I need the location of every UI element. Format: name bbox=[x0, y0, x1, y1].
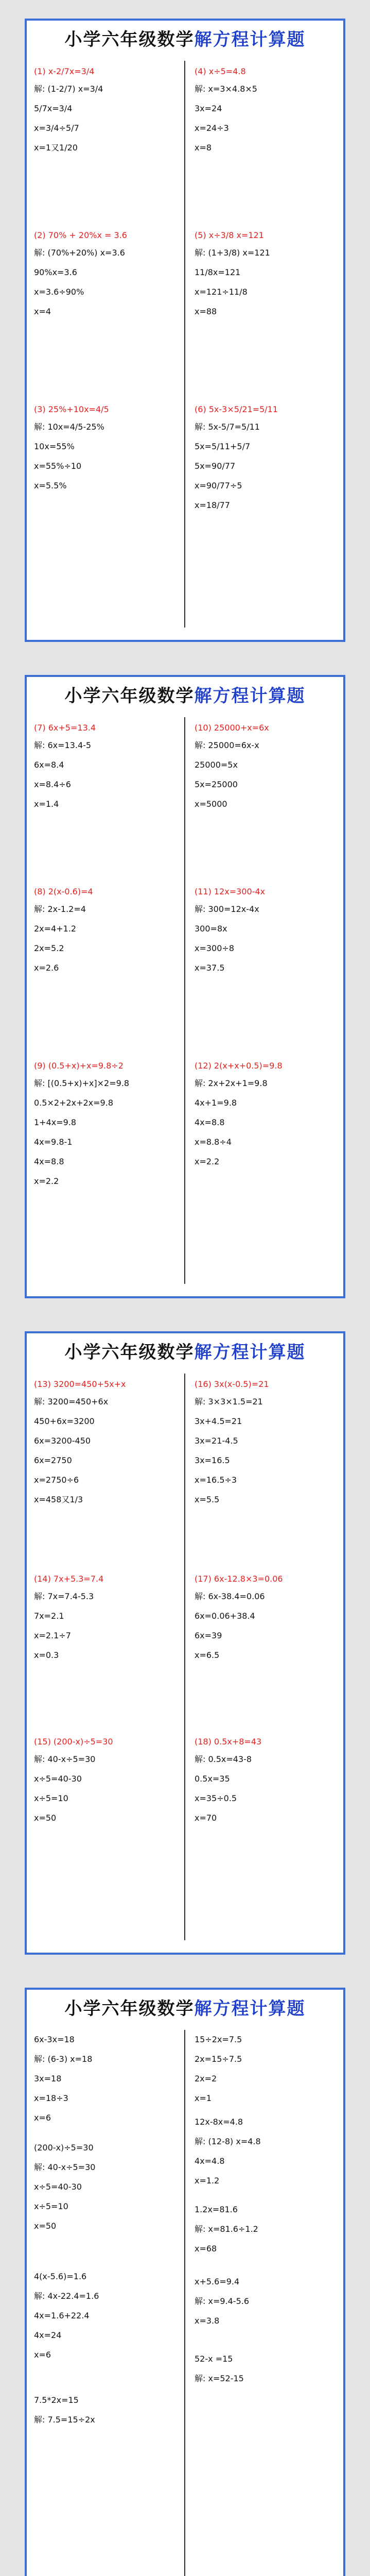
solution-step: 3x=16.5 bbox=[195, 1455, 230, 1465]
title-part1: 小学六年级数学 bbox=[64, 686, 195, 706]
solution-step: x=55%÷10 bbox=[34, 461, 82, 471]
page-title bbox=[27, 677, 343, 715]
solution-step: x=1又1/20 bbox=[34, 143, 78, 152]
problem-question: (14) 7x+5.3=7.4 bbox=[34, 1574, 104, 1584]
solution-step: 解: (1-2/7) x=3/4 bbox=[34, 84, 103, 94]
left-column bbox=[34, 2030, 173, 2576]
solution-step: x=8 bbox=[195, 143, 212, 152]
problem bbox=[34, 2391, 173, 2430]
solution-step: 解: 6x=13.4-5 bbox=[34, 740, 92, 750]
problem bbox=[195, 720, 333, 814]
solution-step: 解: 5x-5/7=5/11 bbox=[195, 422, 260, 432]
solution-step: 52-x =15 bbox=[195, 2354, 233, 2364]
solution-step: 解: 40-x÷5=30 bbox=[34, 1754, 96, 1764]
solution-step: x=3.6÷90% bbox=[34, 287, 84, 297]
solution-step: x=3/4÷5/7 bbox=[34, 123, 79, 133]
problem bbox=[195, 1058, 333, 1172]
problem bbox=[195, 1377, 333, 1510]
solution-step: x=2.2 bbox=[195, 1157, 220, 1166]
solution-step: 5/7x=3/4 bbox=[34, 104, 73, 113]
solution-step: x=2750÷6 bbox=[34, 1475, 79, 1485]
problem-question: (18) 0.5x+8=43 bbox=[195, 1737, 262, 1747]
solution-step: 3x=21-4.5 bbox=[195, 1436, 238, 1446]
problem bbox=[34, 2267, 173, 2365]
solution-step: x=50 bbox=[34, 2221, 57, 2231]
solution-step: 解: (6-3) x=18 bbox=[34, 2054, 93, 2064]
solution-step: 解: (12-8) x=4.8 bbox=[195, 2137, 261, 2146]
problem-question: (3) 25%+10x=4/5 bbox=[34, 404, 109, 414]
solution-step: x=18/77 bbox=[195, 500, 230, 510]
solution-step: 4(x-5.6)=1.6 bbox=[34, 2272, 87, 2281]
problem bbox=[195, 2112, 333, 2191]
solution-step: 2x=15÷7.5 bbox=[195, 2054, 242, 2064]
problem-question: (5) x÷3/8 x=121 bbox=[195, 230, 264, 240]
problem-question: (10) 25000+x=6x bbox=[195, 723, 269, 733]
problem bbox=[34, 228, 173, 321]
problem bbox=[195, 2030, 333, 2108]
solution-step: 25000=5x bbox=[195, 760, 238, 770]
solution-step: 3x=24 bbox=[195, 104, 222, 113]
solution-step: 4x=8.8 bbox=[195, 1117, 225, 1127]
problem bbox=[34, 1377, 173, 1510]
solution-step: x=18÷3 bbox=[34, 2093, 68, 2103]
problem bbox=[195, 402, 333, 515]
solution-step: x=35÷0.5 bbox=[195, 1793, 237, 1803]
solution-step: x=5.5% bbox=[34, 481, 67, 490]
problem bbox=[34, 884, 173, 978]
problem-question: (12) 2(x+x+0.5)=9.8 bbox=[195, 1061, 283, 1071]
title-part2: 解方程计算题 bbox=[194, 1342, 306, 1363]
solution-step: 解: 6x-38.4=0.06 bbox=[195, 1591, 265, 1601]
problem bbox=[195, 1734, 333, 1828]
column-divider bbox=[184, 61, 185, 628]
solution-step: 2x=2 bbox=[195, 2074, 217, 2083]
solution-step: 解: x=81.6÷1.2 bbox=[195, 2224, 258, 2234]
solution-step: 解: 3200=450+6x bbox=[34, 1397, 109, 1406]
left-column bbox=[34, 717, 173, 1291]
right-column bbox=[195, 1374, 333, 1947]
column-divider bbox=[184, 1374, 185, 1940]
solution-step: 1+4x=9.8 bbox=[34, 1117, 77, 1127]
solution-step: x=0.3 bbox=[34, 1650, 59, 1660]
problem-question: (16) 3x(x-0.5)=21 bbox=[195, 1379, 269, 1389]
solution-step: 解: 3×3×1.5=21 bbox=[195, 1397, 263, 1406]
solution-step: 6x=0.06+38.4 bbox=[195, 1611, 255, 1621]
solution-step: 4x=4.8 bbox=[195, 2156, 225, 2166]
solution-step: x=5000 bbox=[195, 799, 227, 809]
worksheet-page-3 bbox=[25, 1331, 345, 1955]
solution-step: 6x=39 bbox=[195, 1631, 222, 1640]
problem-question: (17) 6x-12.8×3=0.06 bbox=[195, 1574, 283, 1584]
problem-question: (7) 6x+5=13.4 bbox=[34, 723, 96, 733]
solution-step: 解: 2x+2x+1=9.8 bbox=[195, 1078, 268, 1088]
problem-question: (6) 5x-3×5/21=5/11 bbox=[195, 404, 278, 414]
solution-step: x=458又1/3 bbox=[34, 1495, 83, 1504]
right-column bbox=[195, 717, 333, 1291]
solution-step: x=70 bbox=[195, 1813, 217, 1823]
solution-step: 2x=5.2 bbox=[34, 943, 64, 953]
problem bbox=[34, 402, 173, 496]
solution-step: 解: [(0.5+x)+x]×2=9.8 bbox=[34, 1078, 130, 1088]
problem-question: (9) (0.5+x)+x=9.8÷2 bbox=[34, 1061, 124, 1071]
solution-step: x=50 bbox=[34, 1813, 57, 1823]
solution-step: 解: 2x-1.2=4 bbox=[34, 904, 86, 914]
problem bbox=[195, 2200, 333, 2259]
solution-step: 3x=18 bbox=[34, 2074, 62, 2083]
solution-step: 解: x=3×4.8×5 bbox=[195, 84, 257, 94]
solution-step: 解: x=9.4-5.6 bbox=[195, 2296, 250, 2306]
problem bbox=[195, 2272, 333, 2331]
solution-step: 15÷2x=7.5 bbox=[195, 2035, 242, 2044]
solution-step: x=4 bbox=[34, 307, 51, 316]
problem bbox=[195, 884, 333, 978]
problem bbox=[195, 1571, 333, 1665]
solution-step: 6x=3200-450 bbox=[34, 1436, 91, 1446]
problem-question: (13) 3200=450+5x+x bbox=[34, 1379, 126, 1389]
problem bbox=[34, 2030, 173, 2128]
solution-step: 1.2x=81.6 bbox=[195, 2205, 238, 2214]
solution-step: x÷5=40-30 bbox=[34, 2182, 82, 2192]
solution-step: 解: (1+3/8) x=121 bbox=[195, 248, 270, 258]
title-part1: 小学六年级数学 bbox=[64, 1342, 195, 1363]
solution-step: 5x=5/11+5/7 bbox=[195, 442, 251, 451]
worksheet-page-4 bbox=[25, 1988, 345, 2576]
solution-step: 2x=4+1.2 bbox=[34, 924, 77, 934]
page-title bbox=[27, 1333, 343, 1371]
title-part1: 小学六年级数学 bbox=[64, 29, 195, 50]
solution-step: 7x=2.1 bbox=[34, 1611, 64, 1621]
solution-step: 0.5×2+2x+2x=9.8 bbox=[34, 1098, 113, 1108]
problem-question: (2) 70% + 20%x = 3.6 bbox=[34, 230, 127, 240]
solution-step: x+5.6=9.4 bbox=[195, 2277, 240, 2286]
solution-step: (200-x)÷5=30 bbox=[34, 2143, 94, 2153]
solution-step: x÷5=10 bbox=[34, 2201, 68, 2211]
solution-step: x=37.5 bbox=[195, 963, 225, 973]
left-column bbox=[34, 61, 173, 635]
problem bbox=[34, 64, 173, 158]
worksheet-page-1 bbox=[25, 19, 345, 642]
solution-step: x=5.5 bbox=[195, 1495, 220, 1504]
solution-step: 90%x=3.6 bbox=[34, 267, 77, 277]
solution-step: x=16.5÷3 bbox=[195, 1475, 237, 1485]
solution-step: x=1.4 bbox=[34, 799, 59, 809]
solution-step: x=121÷11/8 bbox=[195, 287, 248, 297]
solution-step: 11/8x=121 bbox=[195, 267, 241, 277]
solution-step: x=3.8 bbox=[195, 2316, 220, 2326]
solution-step: x=1 bbox=[195, 2093, 212, 2103]
solution-step: 6x=2750 bbox=[34, 1455, 72, 1465]
problem bbox=[195, 228, 333, 321]
solution-step: x=1.2 bbox=[195, 2176, 220, 2185]
solution-step: 解: 25000=6x-x bbox=[195, 740, 259, 750]
problem-question: (4) x÷5=4.8 bbox=[195, 66, 246, 76]
problem bbox=[34, 1734, 173, 1828]
solution-step: x=6 bbox=[34, 2350, 51, 2360]
problem bbox=[34, 1571, 173, 1665]
page-title bbox=[27, 1990, 343, 2028]
title-part2: 解方程计算题 bbox=[194, 29, 306, 50]
solution-step: 解: 0.5x=43-8 bbox=[195, 1754, 252, 1764]
solution-step: x=8.4÷6 bbox=[34, 779, 71, 789]
problem bbox=[34, 2138, 173, 2236]
solution-step: 解: 40-x÷5=30 bbox=[34, 2162, 96, 2172]
problem-question: (15) (200-x)÷5=30 bbox=[34, 1737, 113, 1747]
title-part2: 解方程计算题 bbox=[194, 686, 306, 706]
solution-step: 4x=1.6+22.4 bbox=[34, 2311, 90, 2320]
solution-step: 10x=55% bbox=[34, 442, 75, 451]
solution-step: 解: 4x-22.4=1.6 bbox=[34, 2291, 99, 2301]
solution-step: 300=8x bbox=[195, 924, 227, 934]
solution-step: 4x=9.8-1 bbox=[34, 1137, 73, 1147]
solution-step: x÷5=40-30 bbox=[34, 1774, 82, 1784]
solution-step: x=2.2 bbox=[34, 1176, 59, 1186]
solution-step: 6x-3x=18 bbox=[34, 2035, 75, 2044]
solution-step: 4x=24 bbox=[34, 2330, 62, 2340]
left-column bbox=[34, 1374, 173, 1947]
solution-step: 3x+4.5=21 bbox=[195, 1416, 242, 1426]
title-part2: 解方程计算题 bbox=[194, 1998, 306, 2019]
solution-step: x÷5=10 bbox=[34, 1793, 68, 1803]
solution-step: 5x=25000 bbox=[195, 779, 238, 789]
right-column bbox=[195, 2030, 333, 2576]
problem bbox=[195, 2349, 333, 2388]
solution-step: x=6.5 bbox=[195, 1650, 220, 1660]
page-title bbox=[27, 21, 343, 59]
solution-step: x=8.8÷4 bbox=[195, 1137, 232, 1147]
problem bbox=[195, 64, 333, 158]
worksheet-page-2 bbox=[25, 675, 345, 1298]
solution-step: 4x=8.8 bbox=[34, 1157, 64, 1166]
problem-question: (1) x-2/7x=3/4 bbox=[34, 66, 95, 76]
solution-step: 解: 7.5=15÷2x bbox=[34, 2415, 95, 2425]
column-divider bbox=[184, 2030, 185, 2576]
solution-step: 解: 7x=7.4-5.3 bbox=[34, 1591, 94, 1601]
solution-step: x=24÷3 bbox=[195, 123, 229, 133]
solution-step: x=300÷8 bbox=[195, 943, 234, 953]
solution-step: 解: 10x=4/5-25% bbox=[34, 422, 104, 432]
solution-step: 解: 300=12x-4x bbox=[195, 904, 259, 914]
title-part1: 小学六年级数学 bbox=[64, 1998, 195, 2019]
problem-question: (11) 12x=300-4x bbox=[195, 887, 266, 896]
solution-step: x=68 bbox=[195, 2244, 217, 2253]
problem-question: (8) 2(x-0.6)=4 bbox=[34, 887, 93, 896]
solution-step: 450+6x=3200 bbox=[34, 1416, 95, 1426]
solution-step: x=88 bbox=[195, 307, 217, 316]
solution-step: 解: x=52-15 bbox=[195, 2374, 244, 2383]
solution-step: 5x=90/77 bbox=[195, 461, 236, 471]
problem bbox=[34, 720, 173, 814]
solution-step: x=6 bbox=[34, 2113, 51, 2123]
solution-step: 解: (70%+20%) x=3.6 bbox=[34, 248, 125, 258]
solution-step: x=2.1÷7 bbox=[34, 1631, 71, 1640]
solution-step: 12x-8x=4.8 bbox=[195, 2117, 243, 2127]
problem bbox=[34, 1058, 173, 1191]
column-divider bbox=[184, 717, 185, 1284]
solution-step: 4x+1=9.8 bbox=[195, 1098, 237, 1108]
solution-step: 0.5x=35 bbox=[195, 1774, 230, 1784]
solution-step: x=2.6 bbox=[34, 963, 59, 973]
right-column bbox=[195, 61, 333, 635]
solution-step: 6x=8.4 bbox=[34, 760, 64, 770]
solution-step: x=90/77÷5 bbox=[195, 481, 242, 490]
solution-step: 7.5*2x=15 bbox=[34, 2395, 79, 2405]
